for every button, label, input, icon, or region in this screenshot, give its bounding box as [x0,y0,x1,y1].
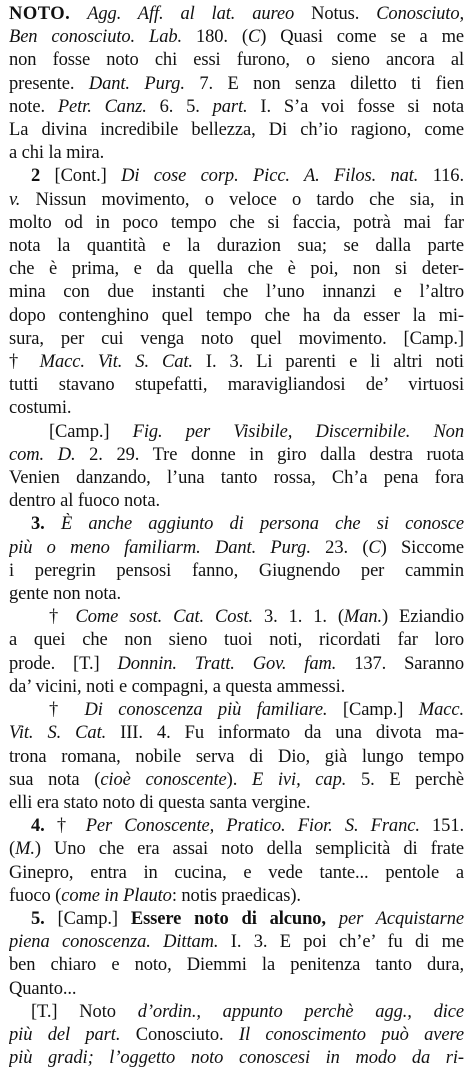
entry-text: Conosciuto, [376,4,464,24]
entry-line [9,838,464,861]
entry-text: v. [9,189,21,210]
entry-text: [Cont.] [40,166,122,187]
entry-text: [Camp.] [44,908,131,929]
entry-text: dopo contenghino quel tempo che ha da esser la mi- [9,305,464,326]
entry-line [9,281,464,304]
entry-text: a quei che non sieno tuoi noti, ricordati far loro [9,630,464,651]
entry-line [9,537,464,560]
entry-text: Conosciuto. [120,1024,239,1045]
entry-line [9,908,464,931]
entry-text: [Camp.] [327,700,419,721]
entry-text: È anche aggiunto di persona che si conosce [60,514,464,535]
entry-text: da’ vicini, noti e compagni, a questa ammessi. [9,676,346,697]
entry-text: † [49,700,85,721]
entry-line [9,815,464,838]
entry-text: I. 3. Li parenti e li altri noti [192,352,464,373]
entry-text: 2. 29. Tre donne in giro dalla destra ruota [75,444,464,465]
entry-text: I. S’a voi fosse si nota [247,96,464,117]
sense-number: 5. [31,908,45,929]
entry-line [9,96,464,119]
entry-text: gente non nota. [9,584,122,605]
entry-line [9,606,464,629]
entry-text: nota la quantità e la durazion sua; se dalla parte [9,236,464,257]
sense-number: 2 [31,166,41,187]
entry-text: Notus. [294,4,377,24]
entry-text: † [44,816,86,837]
entry-text: Dant. Purg. [88,73,185,94]
entry-text: Petr. Canz. [57,96,147,117]
entry-line [9,885,464,908]
entry-text: costumi. [9,398,72,419]
entry-text: più gradi; l’oggetto noto conoscesi in modo da ri- [9,1048,464,1069]
entry-text: presente. [9,73,89,94]
entry-text: più o meno familiarm. Dant. Purg. [9,537,311,558]
entry-text [70,4,87,24]
entry-text: non fosse noto chi essi furono, o sieno ancora al [9,50,464,71]
entry-text: sua nota ( [9,769,101,790]
entry-text: prode. [T.] [9,653,118,674]
entry-text: cioè conoscente [100,769,227,790]
entry-text: ben chiaro e noto, Diemmi la penitenza tanto dura, [9,955,464,976]
entry-text: Per Conoscente, Pratico. Fior. S. Franc. [85,816,420,837]
entry-line [9,699,464,722]
entry-text [45,514,61,534]
entry-text: Di cose corp. Picc. A. Filos. nat. [121,166,419,187]
entry-text: sura, per cui venga noto quel movimento. [Camp.] [9,328,464,349]
entry-text: fuoco ( [9,885,62,906]
entry-line [9,165,464,188]
entry-text: 180. ( [182,27,248,48]
entry-text: 6. 5. [146,96,213,117]
entry-text: Ben conosciuto. Lab. [9,27,183,48]
entry-line [9,1024,464,1047]
entry-text: Macc. [418,700,464,721]
entry-text: I. 3. E poi ch’e’ fu di me [218,932,464,953]
entry-line [9,421,464,444]
entry-text: più del part. [9,1024,121,1045]
entry-text [326,909,339,929]
entry-line [9,560,464,583]
entry-text: part. [212,96,248,117]
entry-text: † [9,352,40,373]
entry-line [9,3,464,26]
entry-text: : notis praedicas). [171,885,301,906]
headword: NOTO. [9,4,71,24]
entry-line [9,629,464,652]
entry-text: M. [15,839,35,860]
entry-text: che è prima, e da quella che è poi, non si deter- [9,259,464,280]
entry-text: [T.] Noto [31,1001,138,1022]
entry-line [9,1001,464,1024]
entry-text: ) Uno che era assai noto della semplicità di frate [34,839,464,860]
entry-text: 3. 1. 1. ( [253,607,344,628]
entry-line [9,722,464,745]
entry-text: Ginepro, entra in cucina, e vede tante... pentole a [9,862,464,883]
entry-text: Il conoscimento può avere [238,1024,464,1045]
entry-text: mina con due instanti che l’uno innanzi e l’altro [9,282,464,303]
entry-line [9,212,464,235]
entry-text: 116. [418,166,464,187]
entry-line [9,978,464,1001]
entry-line [9,444,464,467]
entry-text: Venien danzando, l’una tanto rossa, Ch’a pena fora [9,468,464,489]
entry-text: Macc. Vit. S. Cat. [39,352,193,373]
entry-text: Come sost. Cat. Cost. [75,607,254,628]
entry-text: Agg. Aff. al lat. aureo [87,4,295,24]
entry-line [9,305,464,328]
entry-text: ( [9,839,16,860]
entry-text: molto od in poco tempo che si faccia, potrà mai far [9,212,464,233]
entry-text: per Acquistarne [338,908,464,929]
entry-text: 137. Saranno [336,653,464,674]
entry-line [9,1047,464,1070]
entry-text: Nissun movimento, o veloce o tardo che sia, in [20,189,464,210]
entry-line [9,374,464,397]
entry-text: 5. E perchè [346,769,464,790]
entry-text: C [247,27,261,48]
entry-text: La divina incredibile bellezza, Di ch’io ragiono, come [9,120,464,141]
entry-text: come in Plauto [61,885,172,906]
entry-text: ) Siccome [380,537,464,558]
entry-text: d’ordin., appunto perchè agg., dice [137,1001,464,1022]
entry-line [9,235,464,258]
entry-line [9,467,464,490]
entry-line [9,119,464,142]
entry-line [9,653,464,676]
entry-line [9,676,464,699]
entry-line [9,931,464,954]
entry-text: ). [226,769,252,790]
entry-text: a chi la mira. [9,143,105,164]
entry-text: ) Quasi come se a me [260,27,464,48]
entry-line [9,746,464,769]
entry-text: i peregrin pensosi fanno, Giugnendo per cammin [9,560,464,581]
entry-line [9,328,464,351]
entry-text: Man. [343,607,383,628]
entry-line [9,583,464,606]
entry-line [9,769,464,792]
entry-text: † [49,607,76,628]
entry-text: tutti stavano stupefatti, maravigliandosi de’ virtuosi [9,375,464,396]
entry-text: 23. ( [310,537,369,558]
entry-line [9,189,464,212]
entry-text: Di conoscenza più familiare. [84,700,328,721]
sense-number: 3. [31,514,45,535]
entry-line [9,490,464,513]
entry-text: Donnin. Tratt. Gov. fam. [117,653,337,674]
entry-line [9,397,464,420]
entry-text: dentro al fuoco nota. [9,491,160,512]
entry-line [9,49,464,72]
entry-text: note. [9,96,58,117]
entry-line [9,73,464,96]
entry-line [9,351,464,374]
entry-text: 151. [419,816,464,837]
entry-text: Vit. S. Cat. [9,723,107,744]
entry-text: C [368,537,381,558]
entry-text: [Camp.] [49,421,133,442]
entry-text: Quanto... [9,978,77,999]
entry-text: piena conoscenza. Dittam. [9,932,219,953]
entry-text: trona romana, nobile serva di Dio, già lungo tempo [9,746,464,767]
entry-text: Essere noto di alcuno, [130,908,326,929]
entry-text: Fig. per Visibile, Discernibile. Non [132,421,464,442]
entry-text: III. 4. Fu informato da una divota ma- [106,723,464,744]
entry-line [9,258,464,281]
entry-line [9,954,464,977]
sense-number: 4. [31,816,45,837]
entry-line [9,142,464,165]
entry-line [9,513,464,536]
entry-text: com. D. [9,444,76,465]
entry-line [9,862,464,885]
entry-text: 7. E non senza diletto ti fien [184,73,464,94]
entry-text: ) Eziandio [382,607,464,628]
entry-text: E ivi, cap. [251,769,347,790]
entry-line [9,26,464,49]
entry-line [9,792,464,815]
entry-text: elli era stato noto di questa santa vergine. [9,792,311,813]
